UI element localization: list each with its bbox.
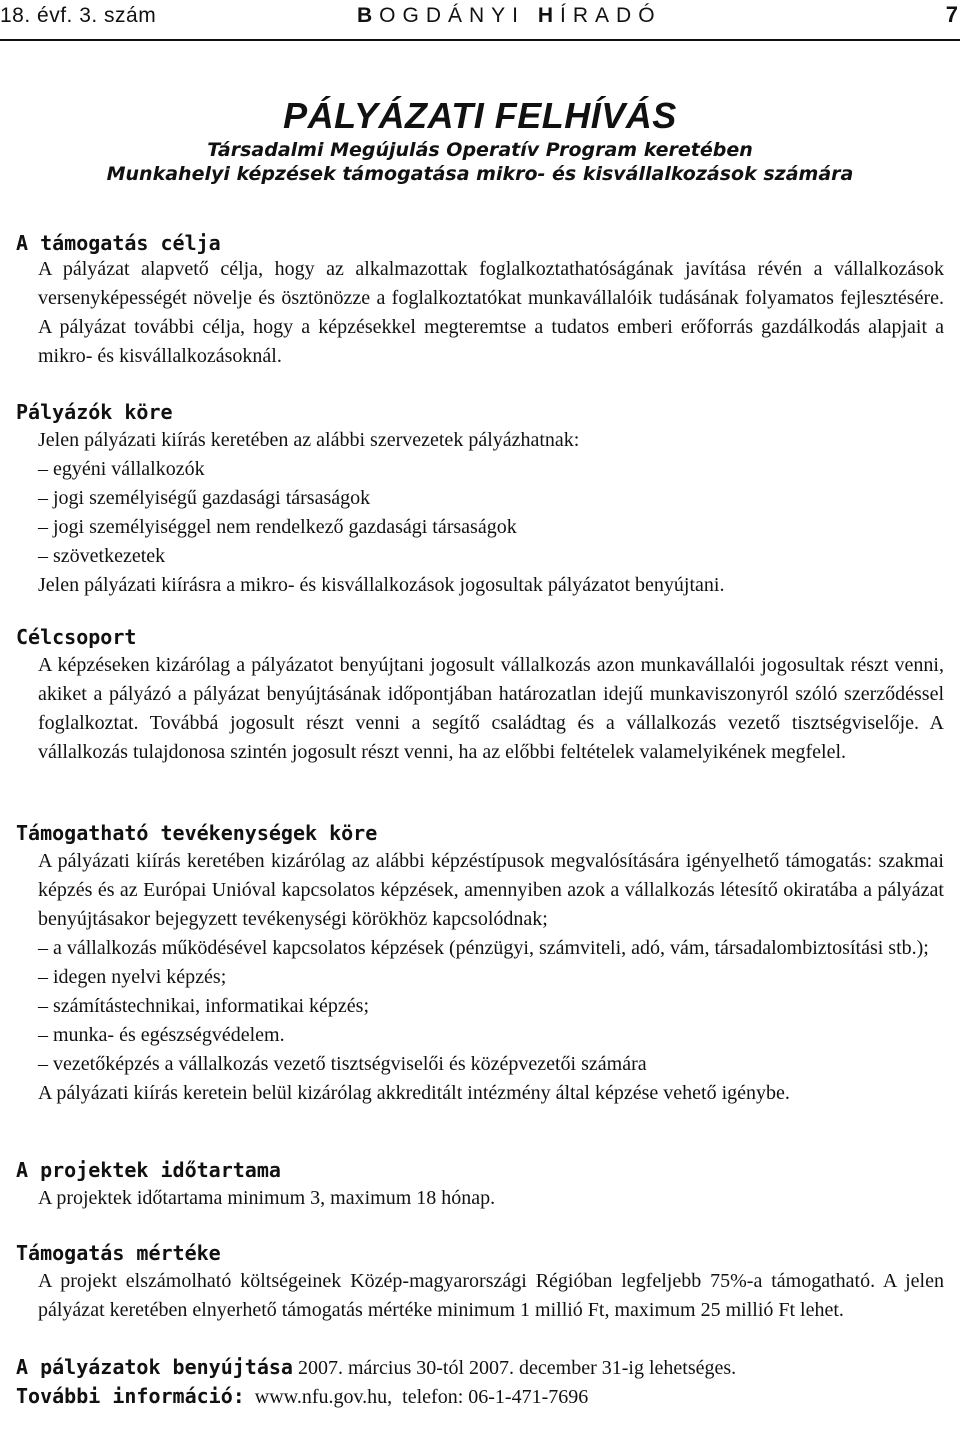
section-duration: [16, 1156, 944, 1213]
section-heading: A projektek időtartama: [16, 1158, 281, 1182]
section-applicants: [16, 398, 944, 600]
title-initial-h: H: [537, 4, 561, 27]
submission-dates: 2007. március 30-tól 2007. december 31-ig lehetséges.: [292, 1357, 737, 1379]
section-activities: [16, 819, 944, 1108]
section-outro: Jelen pályázati kiírásra a mikro- és kisvállalkozások jogosultak pályázatot benyújtani.: [38, 574, 725, 596]
subtitle-program: Társadalmi Megújulás Operatív Program keretében: [207, 139, 753, 161]
list-item: – egyéni vállalkozók: [38, 458, 205, 480]
title-block: [0, 94, 960, 186]
newspaper-title: [357, 4, 662, 28]
section-text: A projektek időtartama minimum 3, maximum 18 hónap.: [38, 1187, 496, 1209]
section-intro: Jelen pályázati kiírás keretében az alábbi szervezetek pályázhatnak:: [38, 429, 580, 451]
section-intro: A pályázati kiírás keretében kizárólag az alábbi képzéstípusok megvalósítására igényelhető támogatás: szakmai képzés és az Európai Unióval kapcsolatos képzések, amennyiben azok a vállalkozás létesítő okiratába a pályázat benyújtásakor bejegyzett tevékenységi körökhöz kapcsolódnak;: [38, 850, 944, 930]
list-item: – a vállalkozás működésével kapcsolatos képzések (pénzügyi, számviteli, adó, vám, társadalombiztosítási stb.);: [38, 937, 929, 959]
section-submission: [16, 1353, 944, 1383]
section-text: A projekt elszámolható költségeinek Közép-magyarországi Régióban legfeljebb 75%-a támogatható. A jelen pályázat keretében elnyerhető támogatás mértéke minimum 1 millió Ft, maximum 25 millió Ft lehet.: [38, 1270, 944, 1321]
subtitle-target: Munkahelyi képzések támogatása mikro- és kisvállalkozások számára: [106, 163, 854, 185]
list-item: – idegen nyelvi képzés;: [38, 966, 227, 988]
section-heading: A támogatás célja: [16, 231, 221, 255]
list-item: – jogi személyiségű gazdasági társaságok: [38, 487, 371, 509]
section-text: A pályázat alapvető célja, hogy az alkalmazottak foglalkoztathatóságának javítása révén a vállalkozások versenyképességét növelje és ösztönözze a foglalkoztatókat munkavállalóik tudásának folyamatos fejlesztésére. A pályázat további célja, hogy a képzésekkel megteremtse a tudatos emberi erőforrás gazdálkodás alapjait a mikro- és kisvállalkozásoknál.: [38, 258, 944, 367]
list-item: – munka- és egészségvédelem.: [38, 1024, 285, 1046]
title-word-1: OGDÁNYI: [379, 4, 526, 27]
title-word-2: ÍRADÓ: [560, 4, 662, 27]
section-outro: A pályázati kiírás keretein belül kizárólag akkreditált intézmény által képzése vehető igénybe.: [38, 1082, 790, 1104]
page-number: 7: [945, 2, 958, 27]
section-heading: Támogatás mértéke: [16, 1241, 221, 1265]
section-heading: Pályázók köre: [16, 400, 173, 424]
section-heading: Célcsoport: [16, 625, 137, 649]
title-initial-b: B: [357, 4, 380, 27]
section-heading: Támogatható tevékenységek köre: [16, 821, 378, 845]
section-target-group: [16, 623, 944, 767]
info-contact: www.nfu.gov.hu, telefon: 06-1-471-7696: [244, 1386, 589, 1408]
running-header: [0, 0, 960, 40]
section-support-amount: [16, 1239, 944, 1325]
section-purpose: [16, 229, 944, 371]
page-title: PÁLYÁZATI FELHÍVÁS: [283, 95, 677, 136]
header-rule: [0, 39, 960, 41]
list-item: – számítástechnikai, informatikai képzés;: [38, 995, 369, 1017]
list-item: – jogi személyiséggel nem rendelkező gazdasági társaságok: [38, 516, 517, 538]
section-text: A képzéseken kizárólag a pályázatot benyújtani jogosult vállalkozás azon munkavállalói jogosultak részt venni, akiket a pályázó a pályázat benyújtásának időpontjában határozatlan idejű munkaviszonyról szóló szerződéssel foglalkoztat. Továbbá jogosult részt venni a segítő családtag és a vállalkozás vezető tisztségviselője. A vállalkozás tulajdonosa szintén jogosult részt venni, ha az előbbi feltételek valamelyikének megfelel.: [38, 654, 944, 763]
section-more-info: [16, 1382, 944, 1412]
issue-number: 18. évf. 3. szám: [0, 4, 157, 27]
list-item: – szövetkezetek: [38, 545, 166, 567]
list-item: – vezetőképzés a vállalkozás vezető tisztségviselői és középvezetői számára: [38, 1053, 647, 1075]
submission-label: A pályázatok benyújtása: [16, 1355, 293, 1379]
info-label: További információ:: [16, 1384, 245, 1408]
